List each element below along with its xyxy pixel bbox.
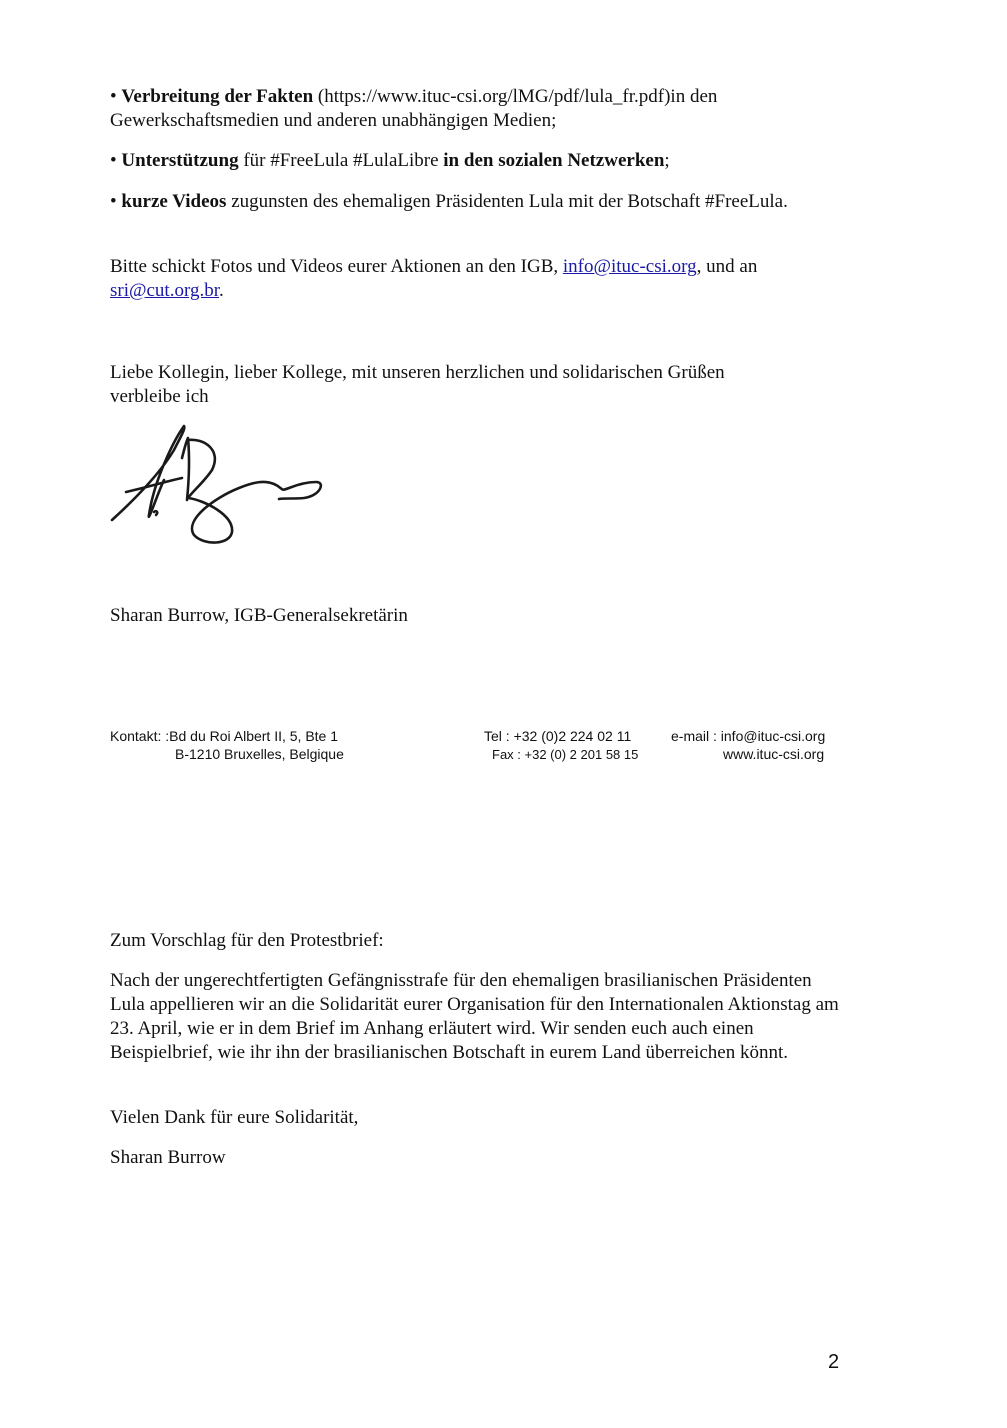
contact-fax: Fax : +32 (0) 2 201 58 15 bbox=[492, 747, 639, 762]
closing-greeting: Liebe Kollegin, lieber Kollege, mit unseren herzlichen und solidarischen Grüßen verbleibe ich bbox=[110, 362, 725, 407]
bullet-marker: • bbox=[110, 150, 117, 171]
request-text: Bitte schickt Fotos und Videos eurer Aktionen an den IGB, bbox=[110, 256, 563, 277]
request-paragraph bbox=[110, 255, 870, 303]
contact-address-line1: Kontakt: :Bd du Roi Albert II, 5, Bte 1 bbox=[110, 728, 339, 744]
handwritten-signature bbox=[104, 420, 349, 555]
bullet-bold-text: Verbreitung der Fakten bbox=[121, 86, 314, 107]
bullet-marker: • bbox=[110, 86, 117, 107]
bullet-item-support bbox=[110, 149, 870, 173]
contact-email: e-mail : info@ituc-csi.org bbox=[671, 728, 826, 744]
bullet-bold-text: Unterstützung bbox=[121, 150, 239, 171]
request-text-middle: , und an bbox=[696, 256, 758, 277]
bullet-bold-text-2: in den sozialen Netzwerken bbox=[443, 150, 665, 171]
email-link-ituc[interactable]: info@ituc-csi.org bbox=[562, 256, 697, 277]
bullet-bold-text: kurze Videos bbox=[121, 191, 227, 212]
bullet-item-facts bbox=[110, 85, 870, 133]
email-link-cut[interactable]: sri@cut.org.br bbox=[110, 280, 219, 301]
bullet-tail: ; bbox=[664, 150, 670, 171]
signatory-name-title: Sharan Burrow, IGB-Generalsekretärin bbox=[110, 605, 408, 626]
contact-address-line2: B-1210 Bruxelles, Belgique bbox=[175, 746, 344, 762]
contact-telephone: Tel : +32 (0)2 224 02 11 bbox=[484, 728, 632, 744]
bullet-text: (https://www.ituc-csi.org/lMG/pdf/lula_fr.pdf)in den Gewerkschaftsmedien und anderen unabhängigen Medien; bbox=[110, 86, 718, 131]
bullet-text: zugunsten des ehemaligen Präsidenten Lula mit der Botschaft #FreeLula. bbox=[226, 191, 788, 212]
bullet-item-videos bbox=[110, 190, 870, 214]
proposal-heading: Zum Vorschlag für den Protestbrief: bbox=[110, 930, 384, 951]
contact-website: www.ituc-csi.org bbox=[723, 746, 825, 762]
request-text-end: . bbox=[218, 280, 224, 301]
bullet-marker: • bbox=[110, 191, 117, 212]
final-signature-name: Sharan Burrow bbox=[110, 1147, 226, 1168]
thanks-line: Vielen Dank für eure Solidarität, bbox=[110, 1107, 359, 1128]
bullet-text: für #FreeLula #LulaLibre bbox=[238, 150, 444, 171]
page-number: 2 bbox=[828, 1351, 840, 1373]
proposal-body: Nach der ungerechtfertigten Gefängnisstrafe für den ehemaligen brasilianischen Präsidenten Lula appellieren wir an die Solidarität eurer Organisation für den Internationalen Aktionstag am 23. April, wie er in dem Brief im Anhang erläutert wird. Wir senden euch auch einen Beispielbrief, wie ihr ihn der brasilianischen Botschaft in eurem Land überreichen könnt. bbox=[110, 970, 839, 1063]
